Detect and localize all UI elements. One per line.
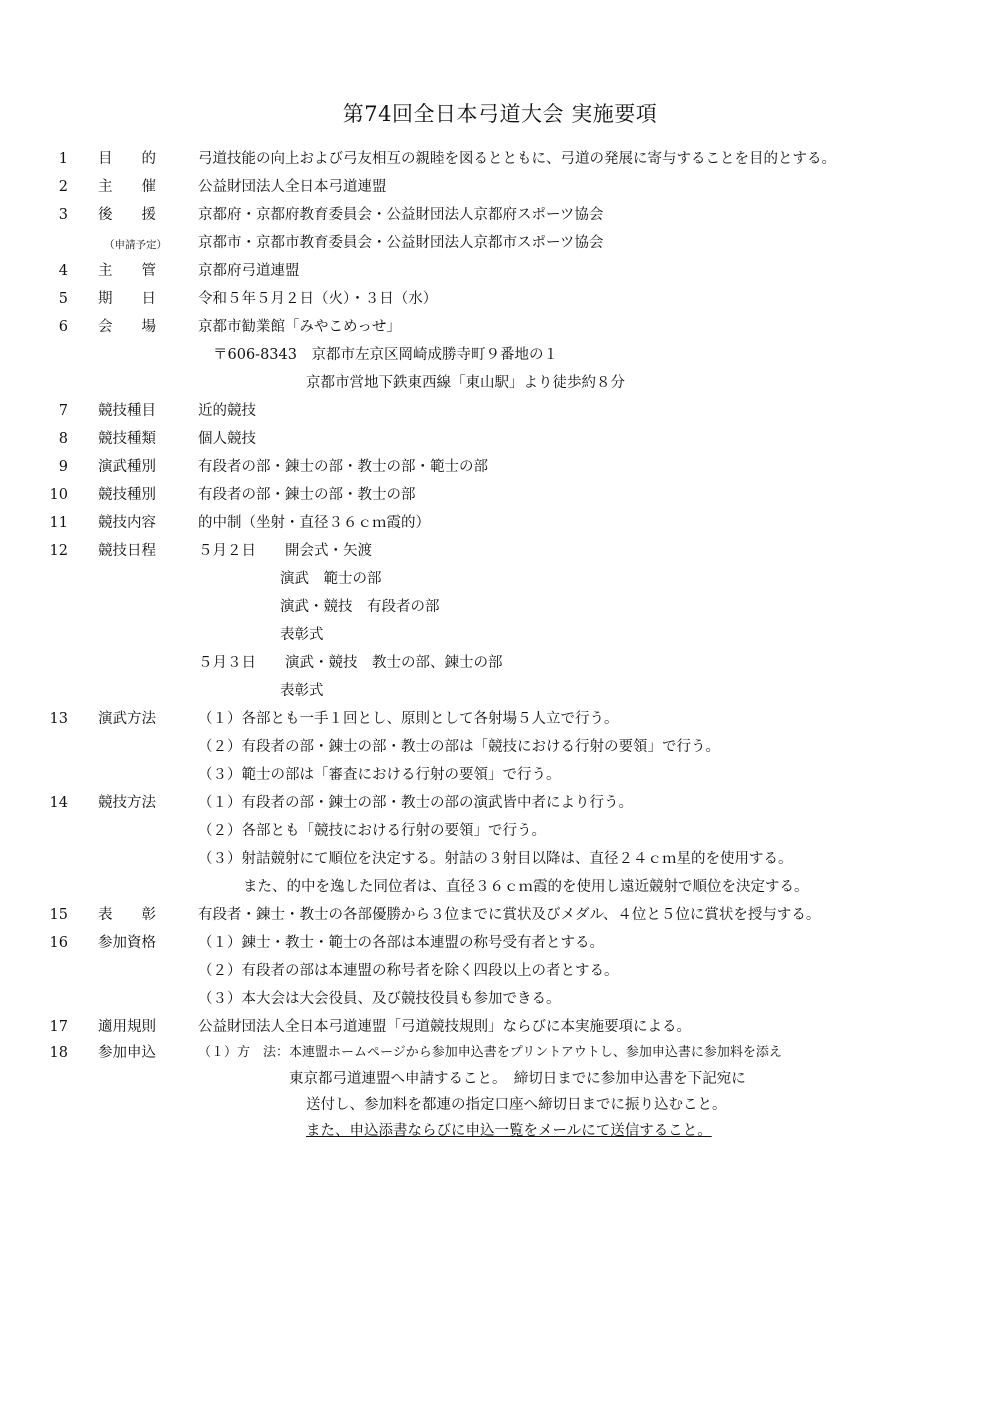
application-line-underlined: また、申込添書ならびに申込一覧をメールにて送信すること。 bbox=[306, 1123, 712, 1139]
item-label: 競技種類 bbox=[98, 431, 156, 447]
item-label-note: （申請予定） bbox=[104, 239, 167, 251]
item-label: 主 催 bbox=[98, 179, 156, 195]
item-number: 13 bbox=[49, 711, 68, 727]
application-line: 送付し、参加料を都連の指定口座へ締切日までに振り込むこと。 bbox=[306, 1097, 727, 1113]
schedule-line: 演武・競技 有段者の部 bbox=[280, 599, 440, 615]
eligibility-line: （１）錬士・教士・範士の各部は本連盟の称号受有者とする。 bbox=[198, 935, 604, 951]
schedule-line: 表彰式 bbox=[280, 683, 324, 699]
item-number: 7 bbox=[58, 403, 68, 419]
venue-access: 京都市営地下鉄東西線「東山駅」より徒歩約８分 bbox=[306, 375, 625, 391]
item-text: 京都市勧業館「みやこめっせ」 bbox=[198, 319, 401, 335]
method-line: （１）各部とも一手１回とし、原則として各射場５人立で行う。 bbox=[198, 711, 619, 727]
method-line: （２）有段者の部・錬士の部・教士の部は「競技における行射の要領」で行う。 bbox=[198, 739, 720, 755]
item-text: 京都市・京都市教育委員会・公益財団法人京都市スポーツ協会 bbox=[198, 235, 604, 251]
item-number: 9 bbox=[58, 459, 68, 475]
item-label: 会 場 bbox=[98, 319, 156, 335]
item-label: 演武種別 bbox=[98, 459, 156, 475]
application-line: （１）方 法：本連盟ホームページから参加申込書をプリントアウトし、参加申込書に参加料を添え bbox=[198, 1045, 782, 1060]
item-text: 個人競技 bbox=[198, 431, 256, 447]
item-text: 令和５年５月２日（火）・３日（水） bbox=[198, 291, 438, 307]
item-number: 2 bbox=[58, 179, 68, 195]
item-number: 1 bbox=[58, 151, 68, 167]
item-text: 有段者・錬士・教士の各部優勝から３位までに賞状及びメダル、４位と５位に賞状を授与する。 bbox=[198, 907, 821, 923]
item-text: 的中制（坐射・直径３６ｃｍ霞的） bbox=[198, 515, 430, 531]
item-label: 表 彰 bbox=[98, 907, 156, 923]
item-text: 弓道技能の向上および弓友相互の親睦を図るとともに、弓道の発展に寄与することを目的とする。 bbox=[198, 151, 836, 167]
item-label: 後 援 bbox=[98, 207, 156, 223]
item-number: 5 bbox=[58, 291, 68, 307]
venue-address: 〒606-8343 京都市左京区岡崎成勝寺町９番地の１ bbox=[213, 347, 558, 363]
item-label: 競技種目 bbox=[98, 403, 156, 419]
item-number: 3 bbox=[58, 207, 68, 223]
item-text: 有段者の部・錬士の部・教士の部 bbox=[198, 487, 416, 503]
method-line: また、的中を逸した同位者は、直径３６ｃｍ霞的を使用し遠近競射で順位を決定する。 bbox=[243, 879, 809, 895]
eligibility-line: （３）本大会は大会役員、及び競技役員も参加できる。 bbox=[198, 991, 561, 1007]
method-line: （１）有段者の部・錬士の部・教士の部の演武皆中者により行う。 bbox=[198, 795, 633, 811]
item-text: 近的競技 bbox=[198, 403, 256, 419]
item-number: 17 bbox=[49, 1019, 68, 1035]
method-line: （２）各部とも「競技における行射の要領」で行う。 bbox=[198, 823, 546, 839]
item-label: 演武方法 bbox=[98, 711, 156, 727]
item-number: 16 bbox=[49, 935, 68, 951]
item-label: 競技種別 bbox=[98, 487, 156, 503]
schedule-line: ５月２日 開会式・矢渡 bbox=[198, 543, 372, 559]
document-title: 第74回全日本弓道大会 実施要項 bbox=[342, 102, 658, 126]
method-line: （３）射詰競射にて順位を決定する。射詰の３射目以降は、直径２４ｃｍ星的を使用する。 bbox=[198, 851, 793, 867]
item-number: 12 bbox=[49, 543, 68, 559]
item-label: 競技内容 bbox=[98, 515, 156, 531]
schedule-line: 演武 範士の部 bbox=[280, 571, 382, 587]
application-line: 東京都弓道連盟へ申請すること。 締切日までに参加申込書を下記宛に bbox=[289, 1071, 746, 1087]
item-number: 6 bbox=[58, 319, 68, 335]
item-label: 参加申込 bbox=[98, 1045, 156, 1061]
item-number: 14 bbox=[49, 795, 68, 811]
item-number: 10 bbox=[49, 487, 68, 503]
item-label: 参加資格 bbox=[98, 935, 156, 951]
item-text: 公益財団法人全日本弓道連盟 bbox=[198, 179, 387, 195]
schedule-line: ５月３日 演武・競技 教士の部、錬士の部 bbox=[198, 655, 503, 671]
eligibility-line: （２）有段者の部は本連盟の称号者を除く四段以上の者とする。 bbox=[198, 963, 619, 979]
item-number: 15 bbox=[49, 907, 68, 923]
item-text: 京都府弓道連盟 bbox=[198, 263, 300, 279]
item-label: 競技日程 bbox=[98, 543, 156, 559]
item-text: 公益財団法人全日本弓道連盟「弓道競技規則」ならびに本実施要項による。 bbox=[198, 1019, 691, 1035]
item-text: 京都府・京都府教育委員会・公益財団法人京都府スポーツ協会 bbox=[198, 207, 604, 223]
item-number: 8 bbox=[58, 431, 68, 447]
item-number: 11 bbox=[49, 515, 68, 531]
item-label: 適用規則 bbox=[98, 1019, 156, 1035]
item-label: 目 的 bbox=[98, 151, 156, 167]
item-label: 主 管 bbox=[98, 263, 156, 279]
item-label: 期 日 bbox=[98, 291, 156, 307]
item-number: 4 bbox=[58, 263, 68, 279]
item-text: 有段者の部・錬士の部・教士の部・範士の部 bbox=[198, 459, 488, 475]
schedule-line: 表彰式 bbox=[280, 627, 324, 643]
method-line: （３）範士の部は「審査における行射の要領」で行う。 bbox=[198, 767, 561, 783]
item-number: 18 bbox=[49, 1045, 68, 1061]
item-label: 競技方法 bbox=[98, 795, 156, 811]
